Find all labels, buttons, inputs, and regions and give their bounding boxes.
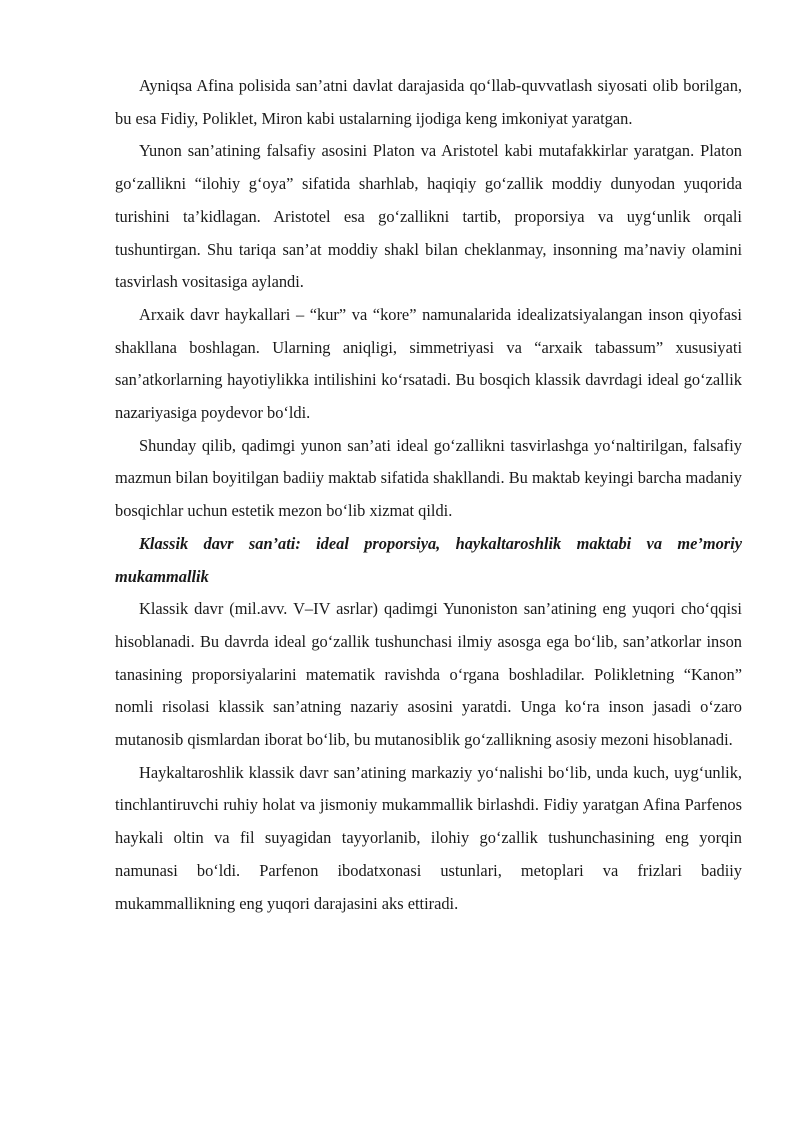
paragraph-philosophy: Yunon san’atining falsafiy asosini Platon va Aristotel kabi mutafakkirlar yaratgan. Platon go‘zallikni “ilohiy g‘oya” sifatida sharhlab, haqiqiy go‘zallik moddiy dunyodan yuqorida turishini ta’kidlagan. Aristotel esa go‘zallikni tartib, proporsiya va uyg‘unlik orqali tushuntirgan. Shu tariqa san’at moddiy shakl bilan cheklanmay, insonning ma’naviy olamini tasvirlash vositasiga aylandi.: [115, 141, 742, 292]
section-heading: Klassik davr san’ati: ideal proporsiya, haykaltaroshlik maktabi va me’moriy mukammallik: [115, 533, 742, 586]
paragraph-classic-period: Klassik davr (mil.avv. V–IV asrlar) qadimgi Yunoniston san’atining eng yuqori cho‘qqisi hisoblanadi. Bu davrda ideal go‘zallik tushunchasi ilmiy asosga ega bo‘lib, san’atkorlar inson tanasining proporsiyalarini matematik ravishda o‘rgana boshladilar. Polikletning “Kanon” nomli risolasi klassik san’atning nazariy asosini yaratdi. Unga ko‘ra inson jasadi o‘zaro mutanosib qismlardan iborat bo‘lib, bu mutanosiblik go‘zallikning asosiy mezoni hisoblanadi.: [115, 599, 742, 750]
paragraph-conclusion: Shunday qilib, qadimgi yunon san’ati ideal go‘zallikni tasvirlashga yo‘naltirilgan, falsafiy mazmun bilan boyitilgan badiiy maktab sifatida shakllandi. Bu maktab keyingi barcha madaniy bosqichlar uchun estetik mezon bo‘lib xizmat qildi.: [115, 435, 742, 521]
paragraph-archaic: Arxaik davr haykallari – “kur” va “kore” namunalarida idealizatsiyalangan inson qiyofasi shakllana boshlagan. Ularning aniqligi, simmetriyasi va “arxaik tabassum” xususiyati san’atkorlarning hayotiylikka intilishini ko‘rsatadi. Bu bosqich klassik davrdagi ideal go‘zallik nazariyasiga poydevor bo‘ldi.: [115, 304, 742, 423]
paragraph-afina-policy: Ayniqsa Afina polisida san’atni davlat darajasida qo‘llab-quvvatlash siyosati olib borilgan, bu esa Fidiy, Poliklet, Miron kabi ustalarning ijodiga keng imkoniyat yaratgan.: [115, 76, 742, 128]
body-text: [115, 70, 742, 920]
paragraph-sculpture: Haykaltaroshlik klassik davr san’atining markaziy yo‘nalishi bo‘lib, unda kuch, uyg‘unlik, tinchlantiruvchi ruhiy holat va jismoniy mukammallik birlashdi. Fidiy yaratgan Afina Parfenos haykali oltin va fil suyagidan tayyorlanib, ilohiy go‘zallik tushunchasining eng yorqin namunasi bo‘ldi. Parfenon ibodatxonasi ustunlari, metoplari va frizlari badiiy mukammallikning eng yuqori darajasini aks ettiradi.: [115, 762, 742, 913]
